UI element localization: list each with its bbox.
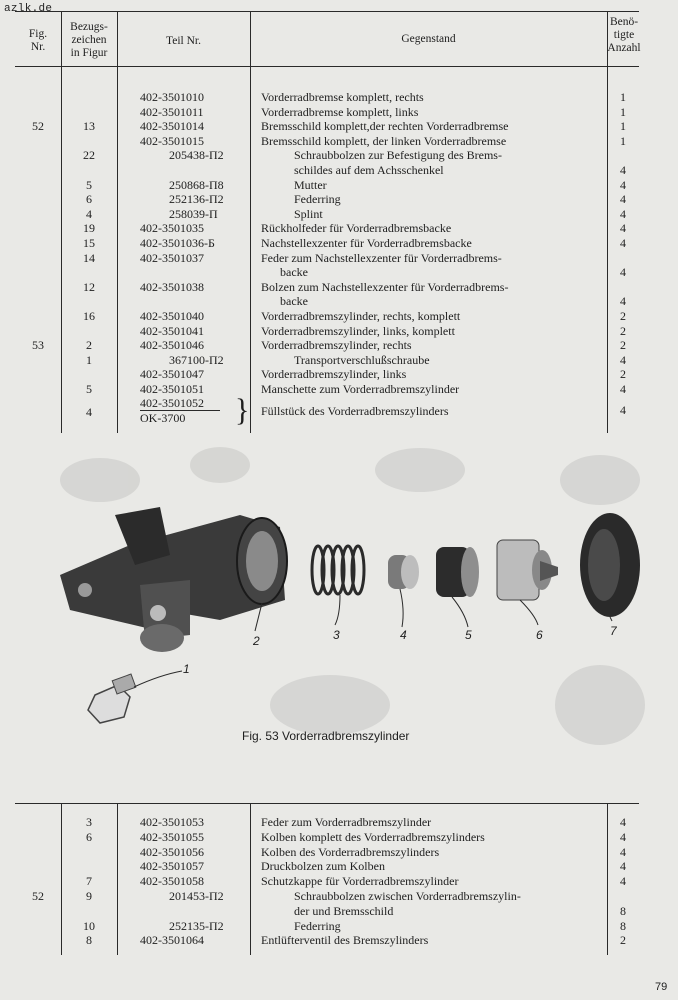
cell-gegenstand: Bremsschild komplett, der linken Vorderradbremse — [261, 133, 507, 148]
cell-anzahl: 8 — [620, 903, 626, 918]
cell-anzahl: 2 — [620, 367, 626, 382]
cell-gegenstand: Kolben des Vorderradbremszylinders — [261, 844, 440, 859]
cell-anzahl: 4 — [620, 221, 626, 236]
callout-5: 5 — [465, 628, 472, 642]
cell-anzahl: 4 — [620, 815, 626, 829]
cell-fig-nr: 53 — [32, 338, 44, 353]
header-bezugszeichen: Bezugs- zeichen in Figur — [70, 21, 108, 59]
header-anzahl: Benö- tigte Anzahl — [607, 16, 641, 54]
seal-cup-part — [436, 547, 479, 597]
cell-teil-nr: 250868-П8 — [169, 177, 224, 192]
table-row — [15, 207, 639, 221]
cell-teil-nr: 402-3501010 — [140, 90, 204, 104]
cell-gegenstand: Vorderradbremszylinder, rechts, komplett — [261, 309, 461, 323]
cell-bezugszeichen: 3 — [86, 815, 92, 829]
exploded-view-figure — [40, 435, 660, 745]
cell-bezugszeichen: 2 — [86, 338, 92, 353]
cell-anzahl: 4 — [620, 829, 626, 844]
cell-teil-nr: 402-3501057 — [140, 859, 204, 874]
cell-anzahl: 4 — [620, 844, 626, 859]
cell-fig-nr: 52 — [32, 119, 44, 134]
table-row — [15, 119, 639, 133]
parts-table-top — [15, 11, 639, 433]
callout-4: 4 — [400, 628, 407, 642]
cell-gegenstand: Vorderradbremszylinder, links — [261, 367, 407, 382]
table-row — [15, 382, 639, 396]
protective-cap-part — [580, 513, 640, 617]
cell-teil-nr: 402-3501038 — [140, 279, 204, 294]
header-teil-nr: Teil Nr. — [166, 35, 201, 47]
table-row — [15, 192, 639, 206]
cell-teil-nr: 252136-П2 — [169, 192, 224, 207]
cell-gegenstand: Vorderradbremse komplett, links — [261, 104, 419, 119]
cell-bezugszeichen: 14 — [83, 250, 95, 265]
table-row — [15, 933, 639, 947]
cell-gegenstand: Schraubbolzen zur Befestigung des Brems- — [294, 148, 502, 163]
cell-gegenstand: Kolben komplett des Vorderradbremszylinders — [261, 829, 485, 844]
cell-bezugszeichen: 19 — [83, 221, 95, 236]
cell-teil-nr: 402-3501058 — [140, 874, 204, 889]
table-row — [15, 919, 639, 933]
cell-fig-nr: 52 — [32, 889, 44, 903]
cell-anzahl: 2 — [620, 309, 626, 323]
cell-gegenstand: Manschette zum Vorderradbremszylinder — [261, 382, 460, 396]
cell-gegenstand: Nachstellexzenter für Vorderradbremsbacke — [261, 236, 472, 250]
table-row — [15, 105, 639, 119]
cell-teil-nr: 402-3501051 — [140, 382, 204, 396]
cell-teil-nr: 402-3501015 — [140, 133, 204, 148]
cell-bezugszeichen: 9 — [86, 889, 92, 903]
cell-anzahl: 4 — [620, 382, 626, 396]
table-row — [15, 134, 639, 148]
table-row — [15, 251, 639, 265]
table-row — [15, 294, 639, 308]
cell-gegenstand: Feder zum Nachstellexzenter für Vorderradbrems- — [261, 250, 502, 265]
cell-anzahl: 4 — [620, 163, 626, 177]
cell-bezugszeichen: 6 — [86, 829, 92, 844]
cell-gegenstand: backe — [280, 294, 308, 309]
thrust-pin-part — [388, 555, 419, 589]
table-row — [15, 845, 639, 859]
cell-bezugszeichen: 7 — [86, 874, 92, 889]
table-row — [15, 309, 639, 323]
table-row — [15, 815, 639, 829]
header-fig-nr: Fig. Nr. — [28, 28, 48, 53]
cell-bezugszeichen: 5 — [86, 382, 92, 396]
brace-icon: } — [235, 393, 250, 428]
cell-anzahl: 1 — [620, 104, 626, 119]
cell-teil-nr: 258039-П — [169, 206, 218, 221]
cell-teil-nr: 201453-П2 — [169, 889, 224, 903]
cell-gegenstand: Bolzen zum Nachstellexzenter für Vorderradbrems- — [261, 279, 509, 294]
table-row — [15, 367, 639, 381]
cell-bezugszeichen: 15 — [83, 236, 95, 250]
table-row — [15, 904, 639, 918]
cell-anzahl: 4 — [620, 236, 626, 250]
table-row — [15, 236, 639, 250]
cell-teil-nr: 402-3501011 — [140, 104, 204, 119]
cell-anzahl: 4 — [620, 206, 626, 221]
cell-bezugszeichen: 1 — [86, 352, 92, 367]
cell-gegenstand: Vorderradbremszylinder, rechts — [261, 338, 412, 353]
cell-gegenstand: backe — [280, 265, 308, 280]
cell-teil-nr: 402-3501041 — [140, 323, 204, 338]
table-row — [15, 163, 639, 177]
cell-bezugszeichen: 12 — [83, 279, 95, 294]
spring-part — [312, 546, 364, 594]
cell-bezugszeichen: 13 — [83, 119, 95, 134]
cell-anzahl: 4 — [620, 352, 626, 367]
cell-anzahl: 2 — [620, 933, 626, 948]
cell-bezugszeichen: 6 — [86, 192, 92, 207]
cell-gegenstand: Entlüfterventil des Bremszylinders — [261, 933, 429, 948]
cell-gegenstand: Bremsschild komplett,der rechten Vorderradbremse — [261, 119, 509, 134]
cell-bezugszeichen: 5 — [86, 177, 92, 192]
cell-bezugszeichen: 16 — [83, 309, 95, 323]
cell-gegenstand: Federring — [294, 918, 341, 933]
cell-teil-nr: 402-3501040 — [140, 309, 204, 323]
cell-teil-nr: 402-3501037 — [140, 250, 204, 265]
table-row — [15, 874, 639, 888]
cell-teil-nr: 402-3501056 — [140, 844, 204, 859]
cell-teil-nr: 402-3501047 — [140, 367, 204, 382]
table-row — [15, 324, 639, 338]
cell-anzahl: 1 — [620, 119, 626, 134]
cell-teil-nr: 402-3501046 — [140, 338, 204, 353]
cell-teil-nr: 402-3501053 — [140, 815, 204, 829]
cell-gegenstand: Transportverschlußschraube — [294, 352, 430, 367]
table-row — [15, 148, 639, 162]
cell-gegenstand: Federring — [294, 192, 341, 207]
parts-table-bottom — [15, 803, 639, 955]
cell-teil-nr: 402-3501035 — [140, 221, 204, 236]
callout-7: 7 — [610, 624, 617, 638]
table-row — [15, 338, 639, 352]
cell-gegenstand: Vorderradbremszylinder, links, komplett — [261, 323, 455, 338]
cell-anzahl: 4 — [620, 294, 626, 309]
table-row — [15, 265, 639, 279]
cell-bezugszeichen: 22 — [83, 148, 95, 163]
cell-bezugszeichen: 4 — [86, 206, 92, 221]
cell-gegenstand: Vorderradbremse komplett, rechts — [261, 90, 424, 104]
cell-teil-nr: 205438-П2 — [169, 148, 224, 163]
cell-gegenstand: Mutter — [294, 177, 327, 192]
cell-gegenstand: Druckbolzen zum Kolben — [261, 859, 385, 874]
table-row — [15, 90, 639, 104]
piston-part — [497, 540, 558, 600]
cell-gegenstand: Schraubbolzen zwischen Vorderradbremszylin- — [294, 889, 521, 903]
table-row — [15, 859, 639, 873]
callout-1: 1 — [183, 662, 190, 676]
table-row — [15, 221, 639, 235]
cell-anzahl: 4 — [620, 192, 626, 207]
brake-cylinder-drawing — [40, 435, 660, 745]
cell-teil-nr: 402-3501064 — [140, 933, 204, 948]
cell-anzahl: 2 — [620, 338, 626, 353]
callout-2: 2 — [253, 634, 260, 648]
table-row: 4 402-3501052 OK-3700 } Füllstück des Vorderradbremszylinders 4 — [86, 393, 626, 428]
watermark: azlk.de — [4, 3, 53, 15]
cell-anzahl: 4 — [620, 859, 626, 874]
cell-teil-nr: 252135-П2 — [169, 918, 224, 933]
cell-teil-nr: 402-3501055 — [140, 829, 204, 844]
figure-caption: Fig. 53 Vorderradbremszylinder — [242, 729, 410, 743]
cell-gegenstand: schildes auf dem Achsschenkel — [294, 163, 444, 177]
callout-6: 6 — [536, 628, 543, 642]
cell-anzahl: 4 — [620, 265, 626, 280]
table-row — [15, 353, 639, 367]
table-row — [15, 889, 639, 903]
cell-gegenstand: der und Bremsschild — [294, 903, 394, 918]
cell-anzahl: 4 — [620, 177, 626, 192]
callout-3: 3 — [333, 628, 340, 642]
cell-anzahl: 1 — [620, 90, 626, 104]
cell-anzahl: 4 — [620, 874, 626, 889]
cell-teil-nr: 402-3501014 — [140, 119, 204, 134]
cylinder-body-part — [60, 507, 287, 652]
cell-anzahl: 2 — [620, 323, 626, 338]
cell-gegenstand: Splint — [294, 206, 323, 221]
cell-teil-nr: 402-3501036-Б — [140, 236, 215, 250]
transport-plug-part — [88, 674, 136, 723]
cell-bezugszeichen: 10 — [83, 918, 95, 933]
page-number: 79 — [655, 981, 668, 993]
cell-bezugszeichen: 8 — [86, 933, 92, 948]
cell-anzahl: 8 — [620, 918, 626, 933]
header-gegenstand: Gegenstand — [401, 33, 456, 45]
table-row — [15, 178, 639, 192]
table-row — [15, 280, 639, 294]
cell-gegenstand: Schutzkappe für Vorderradbremszylinder — [261, 874, 459, 889]
cell-anzahl: 1 — [620, 133, 626, 148]
table-row — [15, 830, 639, 844]
cell-gegenstand: Rückholfeder für Vorderradbremsbacke — [261, 221, 452, 236]
cell-teil-nr: 367100-П2 — [169, 352, 224, 367]
cell-gegenstand: Feder zum Vorderradbremszylinder — [261, 815, 432, 829]
